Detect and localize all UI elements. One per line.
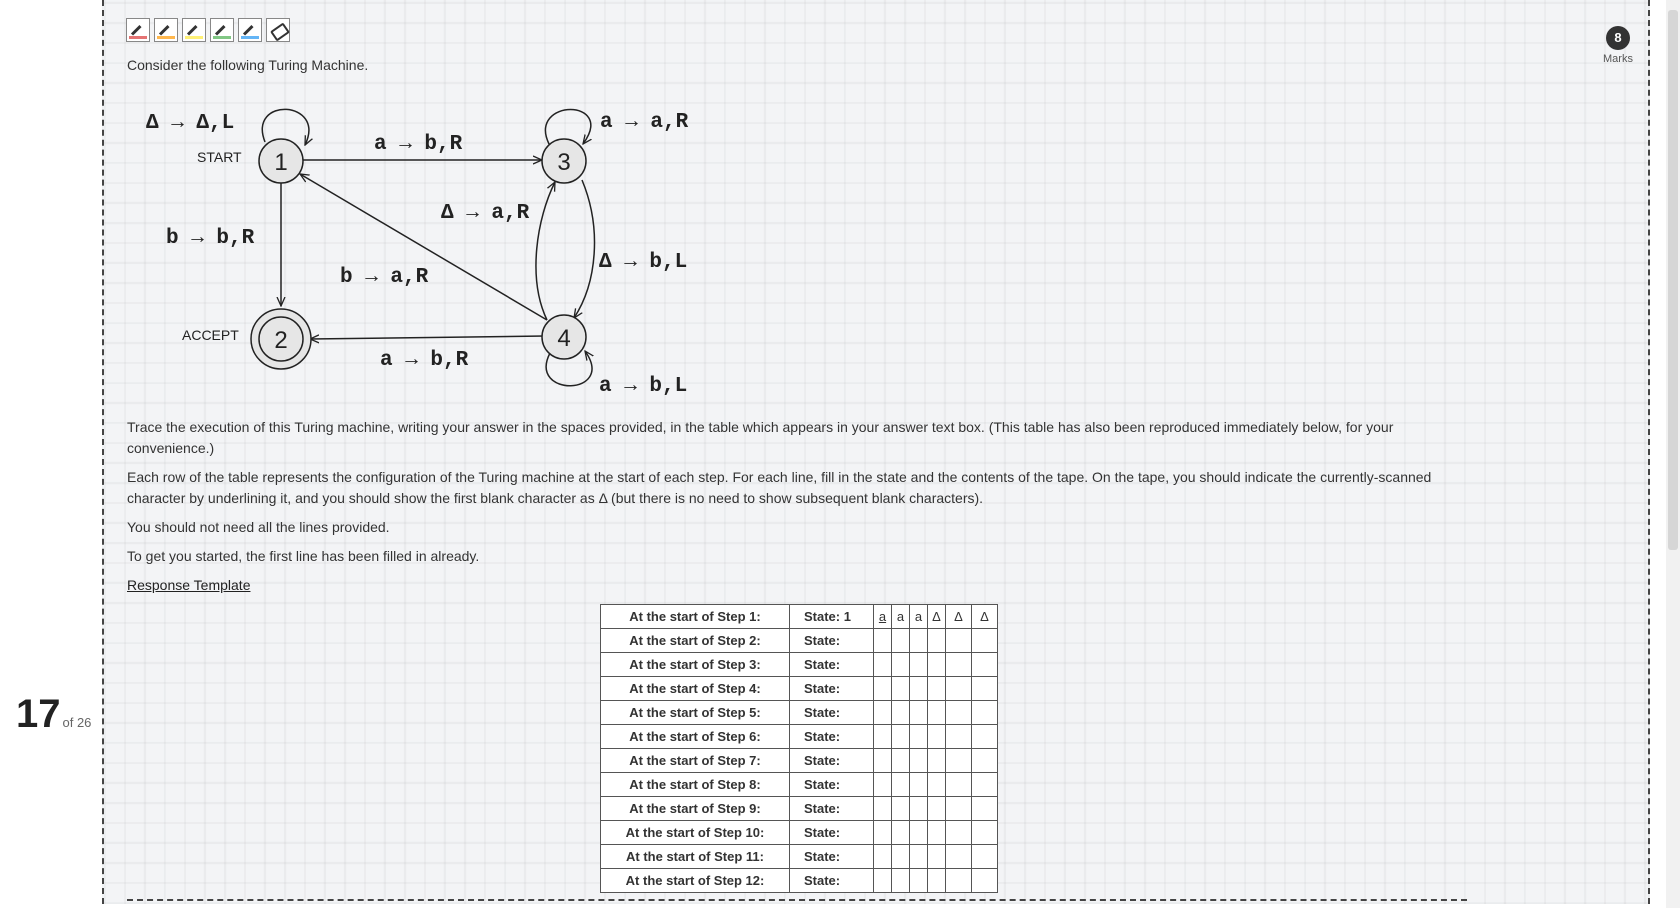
step-label: At the start of Step 1: [601,605,790,629]
tape-cell[interactable] [910,845,928,869]
tape-cell: Δ [928,605,946,629]
question-number-value: 17 [16,692,61,736]
tape-cell[interactable] [874,845,892,869]
tape-cell: a [910,605,928,629]
step-label: At the start of Step 4: [601,677,790,701]
eraser-button[interactable] [266,18,290,42]
step-label: At the start of Step 8: [601,773,790,797]
tape-cell[interactable] [892,677,910,701]
state-1-label: 1 [274,149,288,176]
tape-cell[interactable] [892,653,910,677]
tape-cell[interactable] [928,677,946,701]
edge-4-3 [536,182,555,320]
tape-cell[interactable] [972,773,998,797]
pen-icon [243,25,254,36]
step-label: At the start of Step 9: [601,797,790,821]
tape-cell[interactable] [928,653,946,677]
tape-cell[interactable] [874,869,892,893]
state-cell[interactable]: State: [790,821,874,845]
highlighter-orange-button[interactable] [154,18,178,42]
tape-cell[interactable] [946,797,972,821]
tape-cell[interactable] [874,701,892,725]
table-row [601,797,998,821]
tape-cell[interactable] [946,821,972,845]
tape-cell[interactable] [874,629,892,653]
transition-4-3: Δ → a,R [441,202,530,225]
instruction-paragraph-3: You should not need all the lines provided. [127,519,390,535]
tape-cell[interactable] [928,797,946,821]
step-label: At the start of Step 2: [601,629,790,653]
tape-cell[interactable] [910,677,928,701]
left-gutter [0,0,102,908]
accept-label: ACCEPT [182,327,239,343]
edge-4-2 [310,336,545,339]
pen-icon [215,25,226,36]
tape-cell[interactable] [928,773,946,797]
color-swatch [157,36,175,39]
tape-cell[interactable] [972,845,998,869]
tape-cell[interactable] [972,869,998,893]
tape-cell[interactable] [910,725,928,749]
tape-cell[interactable] [910,653,928,677]
tape-cell[interactable] [972,749,998,773]
divider [127,899,1467,901]
turing-machine-diagram [127,88,707,406]
tape-cell[interactable] [972,629,998,653]
color-swatch [129,36,147,39]
transition-4-2: a → b,R [380,349,469,372]
marks-label: Marks [1603,53,1633,65]
tape-cell[interactable] [972,797,998,821]
table-row [601,677,998,701]
tape-cell[interactable] [910,869,928,893]
transition-4-4: a → b,L [599,375,688,398]
marks-badge [1598,26,1638,65]
tape-cell[interactable] [874,773,892,797]
tape-cell[interactable] [928,869,946,893]
transition-3-3: a → a,R [600,111,689,134]
table-row [601,749,998,773]
tape-cell[interactable] [946,701,972,725]
tape-cell[interactable] [910,749,928,773]
tape-cell[interactable] [928,725,946,749]
edge-3-4 [574,180,594,318]
tape-cell[interactable] [910,821,928,845]
tape-cell[interactable] [892,725,910,749]
tape-cell[interactable] [874,725,892,749]
step-label: At the start of Step 6: [601,725,790,749]
table-row [601,653,998,677]
highlighter-yellow-button[interactable] [182,18,206,42]
tape-cell[interactable] [892,701,910,725]
state-2-label: 2 [274,327,288,354]
step-label: At the start of Step 5: [601,701,790,725]
tape-cell[interactable] [874,677,892,701]
question-total: of 26 [62,715,92,730]
pen-icon [131,25,142,36]
state-cell[interactable]: State: [790,653,874,677]
question-number [16,692,91,737]
tape-cell[interactable] [946,869,972,893]
scrollbar-thumb[interactable] [1668,10,1678,550]
tape-cell[interactable] [910,701,928,725]
tape-cell: Δ [972,605,998,629]
tape-cell: a [874,605,892,629]
pen-icon [187,25,198,36]
response-template-link[interactable]: Response Template [127,577,251,593]
edge-4-1 [300,174,547,320]
table-row [601,773,998,797]
tape-cell[interactable] [928,629,946,653]
marks-value: 8 [1606,26,1630,50]
tape-cell[interactable] [910,797,928,821]
table-row [601,605,998,629]
state-cell[interactable]: State: [790,677,874,701]
state-3-label: 3 [557,149,571,176]
step-label: At the start of Step 11: [601,845,790,869]
tape-cell[interactable] [892,749,910,773]
highlighter-red-button[interactable] [126,18,150,42]
tape-cell[interactable] [928,701,946,725]
tape-cell[interactable] [928,821,946,845]
tape-cell[interactable] [892,821,910,845]
state-cell[interactable]: State: [790,725,874,749]
state-cell[interactable]: State: [790,629,874,653]
tape-cell[interactable] [892,773,910,797]
color-swatch [213,36,231,39]
step-label: At the start of Step 3: [601,653,790,677]
table-row [601,821,998,845]
highlighter-blue-button[interactable] [238,18,262,42]
tape-cell[interactable] [874,821,892,845]
tape-cell[interactable] [946,677,972,701]
eraser-icon [270,22,290,41]
highlighter-green-button[interactable] [210,18,234,42]
table-row [601,869,998,893]
tape-cell[interactable] [892,845,910,869]
tape-cell[interactable] [928,845,946,869]
annotation-toolbar [126,18,290,42]
state-cell[interactable]: State: [790,749,874,773]
color-swatch [185,36,203,39]
tape-cell[interactable] [874,749,892,773]
tape-cell[interactable] [910,629,928,653]
tape-cell[interactable] [972,701,998,725]
trace-table [600,604,998,893]
table-row [601,845,998,869]
color-swatch [241,36,259,39]
transition-4-1: b → a,R [340,266,429,289]
table-row [601,701,998,725]
transition-1-3: a → b,R [374,133,463,156]
pen-icon [159,25,170,36]
tape-cell: a [892,605,910,629]
instruction-paragraph-4: To get you started, the first line has been filled in already. [127,548,480,564]
tape-cell[interactable] [946,653,972,677]
transition-1-2: b → b,R [166,227,255,250]
tape-cell[interactable] [972,821,998,845]
state-cell[interactable]: State: [790,869,874,893]
tape-cell[interactable] [874,797,892,821]
state-cell[interactable]: State: [790,797,874,821]
state-cell[interactable]: State: [790,701,874,725]
state-cell[interactable]: State: [790,845,874,869]
intro-text: Consider the following Turing Machine. [127,57,369,73]
table-row [601,725,998,749]
tape-cell[interactable] [946,629,972,653]
state-cell[interactable]: State: [790,773,874,797]
tape-cell[interactable] [946,773,972,797]
table-row [601,629,998,653]
tape-cell: Δ [946,605,972,629]
scrollbar[interactable] [1666,0,1680,908]
tape-cell[interactable] [892,869,910,893]
tape-cell[interactable] [892,797,910,821]
step-label: At the start of Step 12: [601,869,790,893]
start-label: START [197,149,242,165]
step-label: At the start of Step 7: [601,749,790,773]
tape-cell[interactable] [972,677,998,701]
tape-cell[interactable] [946,845,972,869]
step-label: At the start of Step 10: [601,821,790,845]
tape-cell[interactable] [928,749,946,773]
transition-3-4: Δ → b,L [599,251,688,274]
tape-cell[interactable] [874,653,892,677]
tape-cell[interactable] [910,773,928,797]
tape-cell[interactable] [892,629,910,653]
tape-cell[interactable] [972,653,998,677]
transition-1-1: Δ → Δ,L [146,112,235,135]
instruction-paragraph-1: Trace the execution of this Turing machine, writing your answer in the spaces provided, in the table which appears in your answer text box. (This table has also been reproduced immediately below, for your convenience.) [127,419,1394,456]
tape-cell[interactable] [972,725,998,749]
state-4-label: 4 [557,325,571,352]
tape-cell[interactable] [946,749,972,773]
tape-cell[interactable] [946,725,972,749]
instruction-paragraph-2: Each row of the table represents the configuration of the Turing machine at the start of each step. For each line, fill in the state and the contents of the tape. On the tape, you should indicate the currently-scanned character by underlining it, and you should show the first blank character as Δ (but there is no need to show subsequent blank characters). [127,469,1432,506]
state-cell: State: 1 [790,605,874,629]
